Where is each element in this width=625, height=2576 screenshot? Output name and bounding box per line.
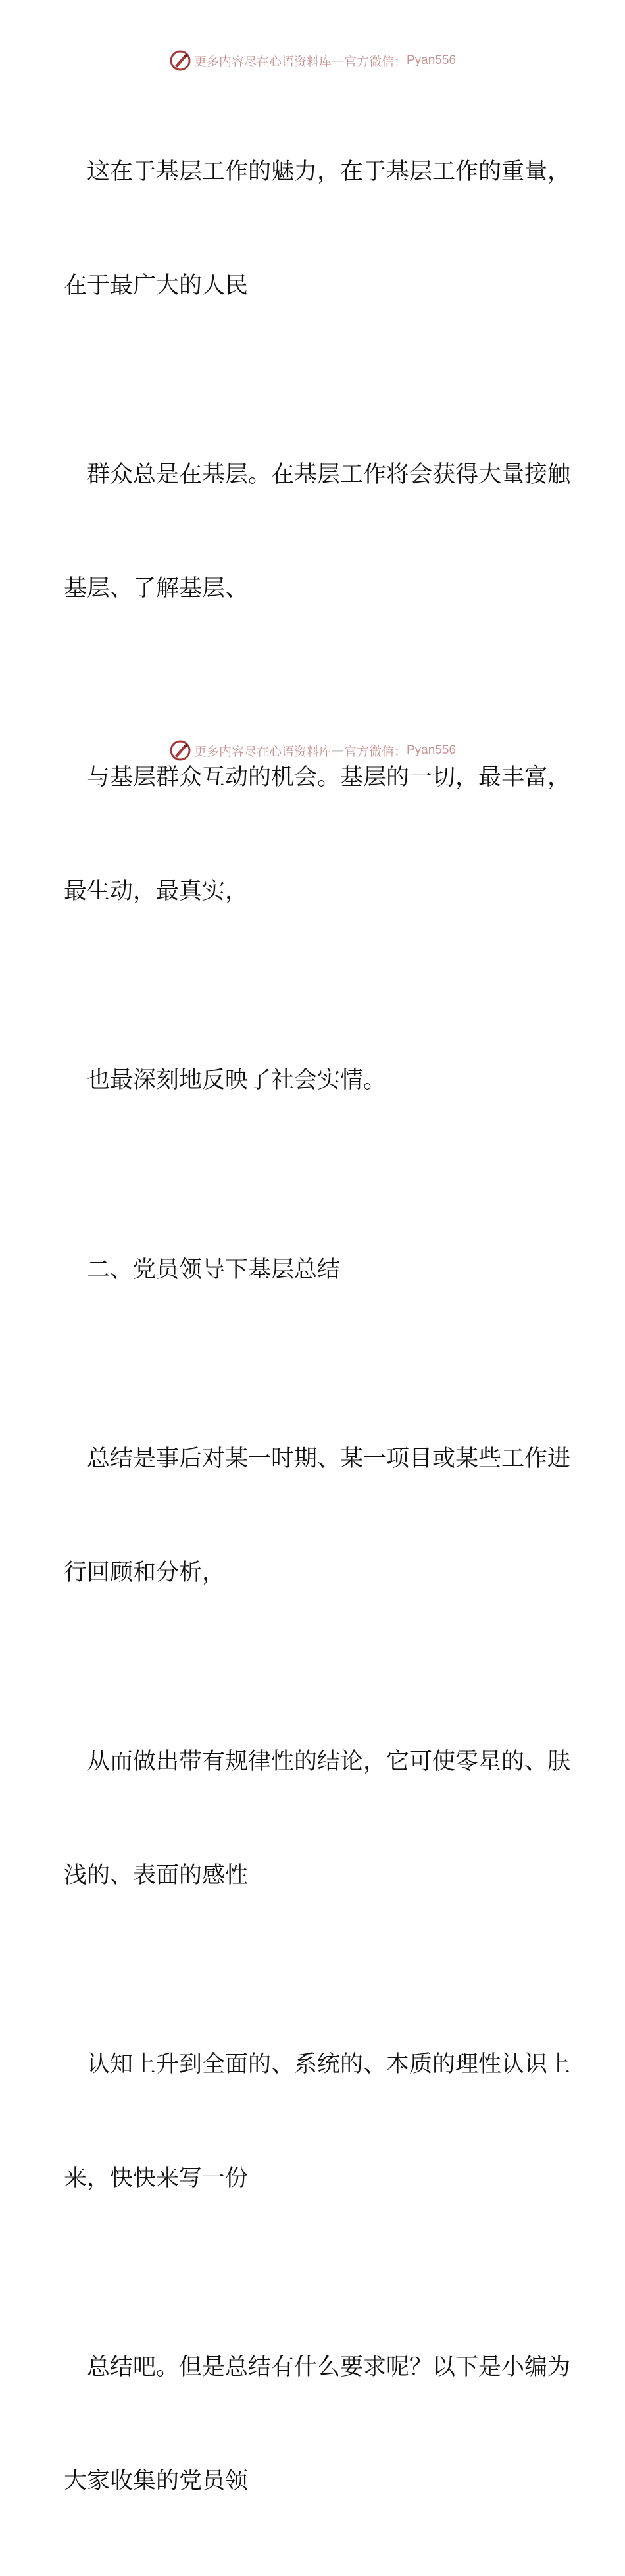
paragraph-3 <box>64 683 570 986</box>
paragraph-7 <box>64 1970 570 2273</box>
text-line: 群众总是在基层。在基层工作将会获得大量接触 <box>64 461 571 488</box>
text-line: 总结吧。但是总结有什么要求呢？以下是小编为 <box>64 2354 571 2380</box>
paragraph-5 <box>64 1365 570 1668</box>
text-line: 认知上升到全面的、系统的、本质的理性认识上 <box>64 2051 571 2078</box>
pen-logo-icon <box>169 49 191 72</box>
paragraph-8 <box>64 2273 570 2576</box>
text-line: 来，快快来写一份 <box>64 2165 249 2192</box>
text-line: 也最深刻地反映了社会实情。 <box>64 1067 387 1093</box>
text-line: 这在于基层工作的魅力，在于基层工作的重量， <box>64 159 571 185</box>
paragraph-2 <box>64 381 570 683</box>
text-line: 与基层群众互动的机会。基层的一切，最丰富， <box>64 764 571 791</box>
section-heading <box>64 1176 570 1365</box>
watermark-separator: — <box>331 743 344 758</box>
text-line: 行回顾和分析， <box>64 1559 226 1586</box>
text-line: 从而做出带有规律性的结论，它可使零星的、肤 <box>64 1748 571 1775</box>
text-line: 浅的、表面的感性 <box>64 1862 249 1889</box>
text-line: 总结是事后对某一时期、某一项目或某些工作进 <box>64 1446 571 1472</box>
paragraph-1 <box>64 78 570 381</box>
header-watermark <box>0 47 625 74</box>
watermark-wechat-id: Pyan556 <box>407 743 457 757</box>
watermark-separator: — <box>331 53 344 68</box>
paragraph-6 <box>64 1668 570 1970</box>
watermark-main-text: 更多内容尽在心语资料库 <box>193 54 332 69</box>
text-line: 在于最广大的人民 <box>64 272 249 299</box>
footer-watermark <box>0 737 625 764</box>
watermark-label: 官方微信： <box>343 744 407 759</box>
document-body <box>64 78 570 2576</box>
paragraph-4 <box>64 986 570 1176</box>
text-line: 最生动，最真实， <box>64 878 249 905</box>
pen-logo-icon <box>169 739 191 762</box>
watermark-wechat-id: Pyan556 <box>407 53 457 67</box>
watermark-label: 官方微信： <box>343 54 407 69</box>
heading-line: 二、党员领导下基层总结 <box>64 1256 341 1283</box>
watermark-main-text: 更多内容尽在心语资料库 <box>193 744 332 759</box>
text-line: 基层、了解基层、 <box>64 575 249 602</box>
text-line: 大家收集的党员领 <box>64 2467 249 2494</box>
